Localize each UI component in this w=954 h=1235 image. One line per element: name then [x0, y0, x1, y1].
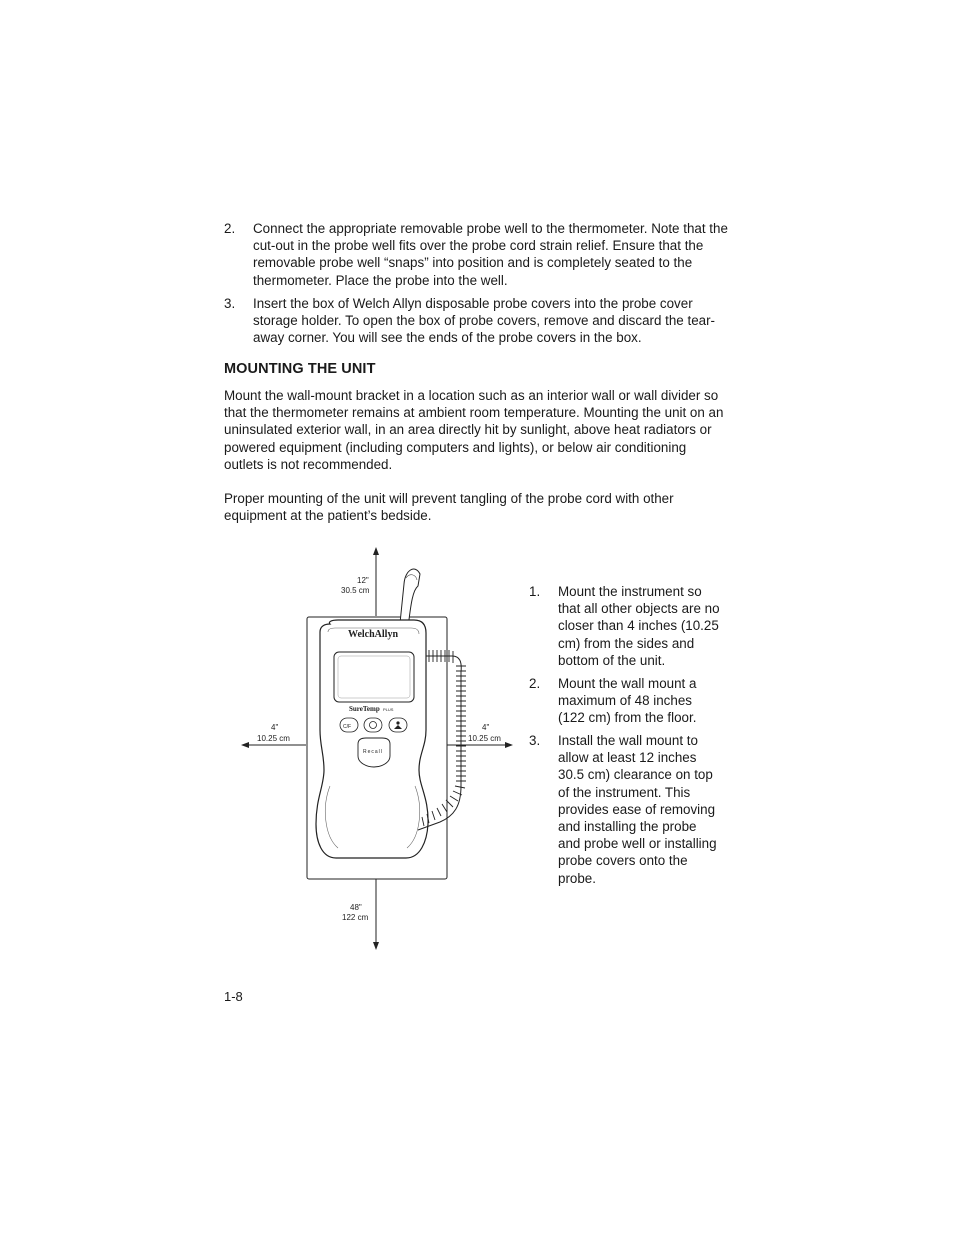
- floor-height-cm: 122 cm: [342, 913, 369, 922]
- display-screen: [334, 652, 414, 702]
- step-number: 2.: [529, 676, 541, 691]
- cf-button-label: C/F: [343, 724, 352, 730]
- step-text: Install the wall mount to allow at least 12 inches 30.5 cm) clearance on top of the instrument. This provides ease of removing and installing the probe and probe well or installing probe covers onto the probe.: [558, 733, 717, 886]
- side-step-2: [529, 675, 721, 727]
- step-text: Mount the wall mount a maximum of 48 inches (122 cm) from the floor.: [558, 676, 697, 726]
- model-label: SureTemp: [349, 705, 380, 713]
- top-clearance-inches: 12": [357, 576, 369, 585]
- floor-height-inches: 48": [350, 903, 362, 912]
- step-2: [224, 220, 734, 289]
- model-suffix-label: PLUS: [383, 707, 394, 712]
- mounting-paragraph-2: Proper mounting of the unit will prevent tangling of the probe cord with other equipment at the patient’s bedside.: [224, 491, 674, 524]
- right-clearance-inches: 4": [482, 723, 490, 732]
- arrow-right-icon: [505, 742, 513, 748]
- step-number: 1.: [529, 584, 541, 599]
- side-step-1: [529, 583, 721, 669]
- top-clearance-cm: 30.5 cm: [341, 586, 370, 595]
- brand-logo: WelchAllyn: [348, 629, 399, 640]
- page-number: 1-8: [224, 989, 243, 1004]
- step-text: Insert the box of Welch Allyn disposable probe covers into the probe cover storage holder. To open the box of probe covers, remove and discard the tear-away corner. You will see the ends of the probe covers in the box.: [253, 296, 716, 346]
- arrow-left-icon: [241, 742, 249, 748]
- person-icon: [396, 721, 399, 724]
- section-heading: MOUNTING THE UNIT: [224, 361, 376, 377]
- arrow-up-icon: [373, 547, 379, 555]
- left-clearance-cm: 10.25 cm: [257, 734, 290, 743]
- step-number: 3.: [224, 296, 236, 311]
- mode-button[interactable]: [364, 718, 382, 732]
- step-3: [224, 295, 734, 347]
- step-number: 3.: [529, 733, 541, 748]
- step-text: Connect the appropriate removable probe well to the thermometer. Note that the cut-out in the probe well fits over the probe cord strain relief. Ensure that the removable probe well “snaps” into position and is completely seated to the thermometer. Place the probe into the well.: [253, 221, 728, 288]
- recall-button-label: Recall: [363, 749, 383, 755]
- arrow-down-icon: [373, 942, 379, 950]
- step-text: Mount the instrument so that all other objects are no closer than 4 inches (10.25 cm) from the sides and bottom of the unit.: [558, 584, 720, 668]
- mounting-paragraph-1: Mount the wall-mount bracket in a location such as an interior wall or wall divider so that the thermometer remains at ambient room temperature. Mounting the unit on an uninsulated exterior wall, in an area directly hit by sunlight, above heat radiators or powered equipment (including computers and lights), or below air conditioning outlets is not recommended.: [224, 388, 724, 472]
- side-step-3: [529, 732, 721, 887]
- mounting-diagram: [230, 540, 520, 955]
- right-clearance-cm: 10.25 cm: [468, 734, 501, 743]
- left-clearance-inches: 4": [271, 723, 279, 732]
- step-number: 2.: [224, 221, 236, 236]
